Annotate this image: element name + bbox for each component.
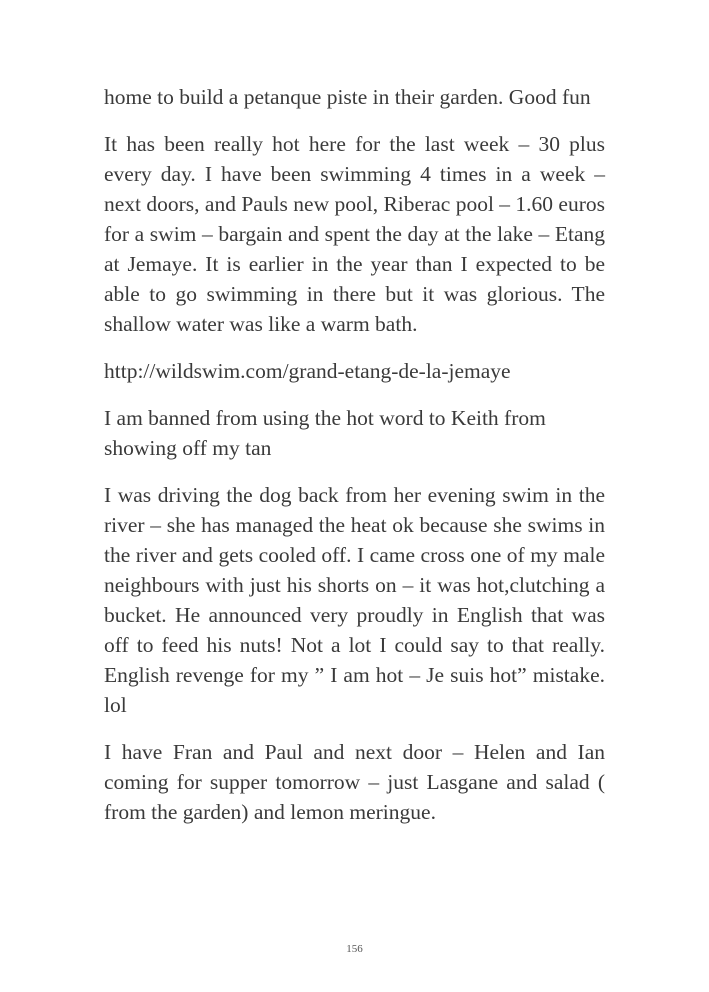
body-text (104, 82, 605, 844)
paragraph-banned: I am banned from using the hot word to Keith from showing off my tan (104, 406, 546, 460)
paragraph-link: http://wildswim.com/grand-etang-de-la-jemaye (104, 359, 511, 383)
paragraph-dog-swim: I was driving the dog back from her evening swim in the river – she has managed the heat ok because she swims in the river and gets cooled off. I came cross one of my male neighbours with just his shorts on – it was hot,clutching a bucket. He announced very proudly in English that was off to feed his nuts! Not a lot I could say to that really. English revenge for my ” I am hot – Je suis hot” mistake. lol (104, 483, 605, 717)
page-number: 156 (346, 943, 363, 955)
paragraph-petanque: home to build a petanque piste in their garden. Good fun (104, 85, 591, 109)
paragraph-hot-weather: It has been really hot here for the last week – 30 plus every day. I have been swimming 4 times in a week – next doors, and Pauls new pool, Riberac pool – 1.60 euros for a swim – bargain and spent the day at the lake – Etang at Jemaye. It is earlier in the year than I expected to be able to go swimming in there but it was glorious. The shallow water was like a warm bath. (104, 132, 605, 336)
paragraph-supper: I have Fran and Paul and next door – Helen and Ian coming for supper tomorrow – just Lasgane and salad ( from the garden) and lemon meringue. (104, 740, 605, 824)
